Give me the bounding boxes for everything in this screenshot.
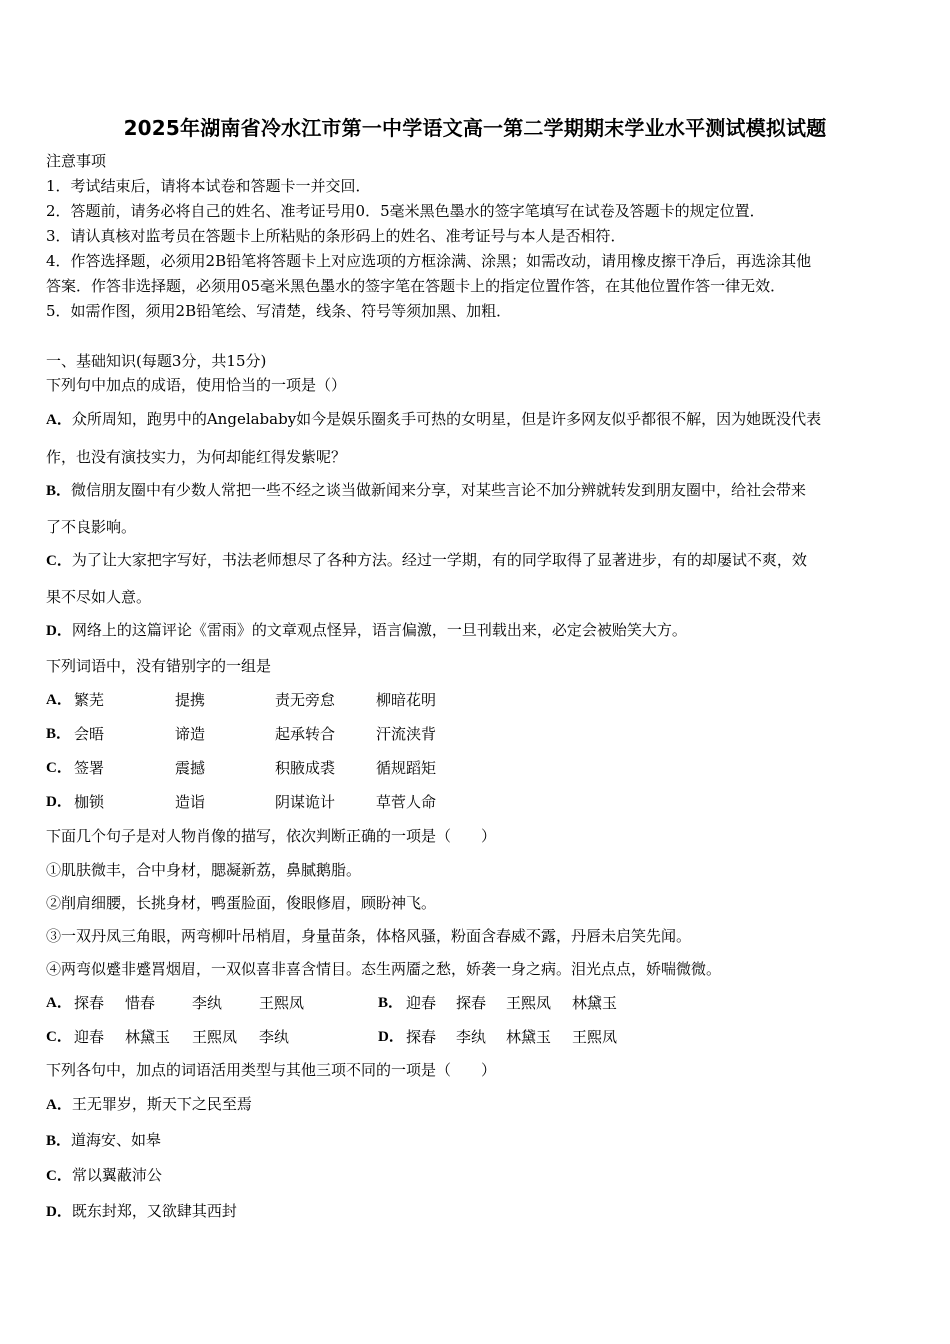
q2-row-a-word-3: 责无旁怠: [275, 691, 336, 709]
q2-row-c-word-1: 签署: [74, 759, 105, 777]
q3-option-a-name-2: 惜春: [125, 994, 156, 1012]
q4-option-c-label: C．: [46, 1168, 72, 1184]
q3-option-b-name-1: 迎春: [406, 994, 437, 1012]
q2-row-d-word-2: 造诣: [175, 793, 206, 811]
q2-row-a-word-2: 提携: [175, 691, 206, 709]
q4-option-c-text: 常以翼蔽沛公: [71, 1166, 162, 1184]
q1-option-b-label: B．: [46, 483, 72, 499]
q1-option-d: [46, 620, 687, 641]
q1-option-b: [46, 480, 806, 501]
q4-option-d: [46, 1201, 237, 1222]
q3-option-b-name-3: 王熙凤: [506, 994, 552, 1012]
notice-item-1: 1．考试结束后，请将本试卷和答题卡一并交回．: [46, 177, 371, 195]
section-heading: 一、基础知识(每题3分，共15分): [46, 352, 267, 370]
q4-option-d-text: 既东封郑，又欲肆其西封: [71, 1202, 237, 1220]
q3-option-c-name-3: 王熙凤: [192, 1028, 238, 1046]
q2-row-a-label: A．: [46, 692, 72, 708]
q2-row-b-word-2: 谛造: [175, 725, 206, 743]
q2-row-a-word-4: 柳暗花明: [376, 691, 437, 709]
q3-option-d-name-2: 李纨: [456, 1028, 487, 1046]
q1-option-a-cont: 作，也没有演技实力，为何却能红得发紫呢？: [46, 448, 347, 466]
q4-option-b: [46, 1130, 161, 1151]
q3-option-a-label: A．: [46, 995, 72, 1011]
q2-row-c-word-2: 震撼: [175, 759, 206, 777]
q1-option-a: [46, 409, 821, 430]
notice-item-2: 2．答题前，请务必将自己的姓名、准考证号用0．5毫米黑色墨水的签字笔填写在试卷及答题卡的规定位置．: [46, 202, 765, 220]
q1-stem: 下列句中加点的成语，使用恰当的一项是（）: [46, 376, 347, 394]
q4-option-b-label: B．: [46, 1133, 72, 1149]
q4-option-a: [46, 1094, 252, 1115]
q1-option-c-text: 为了让大家把字写好，书法老师想尽了各种方法。经过一学期，有的同学取得了显著进步，有的却屡试不爽，效: [71, 551, 807, 569]
q1-option-b-text: 微信朋友圈中有少数人常把一些不经之谈当做新闻来分享，对某些言论不加分辨就转发到朋友圈中，给社会带来: [71, 481, 807, 499]
q1-option-a-text: 众所周知，跑男中的Angelababy如今是娱乐圈炙手可热的女明星，但是许多网友似乎都很不解，因为她既没代表: [71, 410, 822, 428]
notice-item-5: 5．如需作图，须用2B铅笔绘、写清楚，线条、符号等须加黑、加粗．: [46, 302, 512, 320]
q4-option-a-label: A．: [46, 1097, 72, 1113]
q3-option-c-name-2: 林黛玉: [125, 1028, 171, 1046]
q2-row-d-word-3: 阴谋诡计: [275, 793, 336, 811]
q3-option-a-name-3: 李纨: [192, 994, 223, 1012]
q1-option-c-label: C．: [46, 553, 72, 569]
q1-option-d-label: D．: [46, 623, 72, 639]
notice-item-3: 3．请认真核对监考员在答题卡上所粘贴的条形码上的姓名、准考证号与本人是否相符．: [46, 227, 626, 245]
notice-item-4-cont: 答案．作答非选择题，必须用05毫米黑色墨水的签字笔在答题卡上的指定位置作答，在其他位置作答一律无效．: [46, 277, 786, 295]
q2-row-b-word-1: 会晤: [74, 725, 105, 743]
q3-sentence-1: ①肌肤微丰，合中身材，腮凝新荔，鼻腻鹅脂。: [46, 861, 362, 879]
q2-row-c-word-3: 积腋成裘: [275, 759, 336, 777]
q3-option-b-label: B．: [378, 995, 404, 1011]
q1-option-d-text: 网络上的这篇评论《雷雨》的文章观点怪异，语言偏激，一旦刊载出来，必定会被贻笑大方。: [71, 621, 687, 639]
q2-row-d-label: D．: [46, 794, 72, 810]
q2-row-b-word-4: 汗流浃背: [376, 725, 437, 743]
q1-option-b-cont: 了不良影响。: [46, 518, 137, 536]
q2-row-c-word-4: 循规蹈矩: [376, 759, 437, 777]
q3-option-c-name-4: 李纨: [259, 1028, 290, 1046]
notice-heading: 注意事项: [46, 152, 107, 170]
page-title: 2025年湖南省冷水江市第一中学语文高一第二学期期末学业水平测试模拟试题: [123, 116, 827, 140]
q4-option-d-label: D．: [46, 1204, 72, 1220]
q3-option-c-name-1: 迎春: [74, 1028, 105, 1046]
q3-option-d-label: D．: [378, 1029, 404, 1045]
q2-stem: 下列词语中，没有错别字的一组是: [46, 657, 272, 675]
q2-row-d-word-4: 草菅人命: [376, 793, 437, 811]
q3-option-d-name-1: 探春: [406, 1028, 437, 1046]
notice-item-4: 4．作答选择题，必须用2B铅笔将答题卡上对应选项的方框涂满、涂黑；如需改动，请用橡皮擦干净后，再选涂其他: [46, 252, 812, 270]
q3-option-a-name-4: 王熙凤: [259, 994, 305, 1012]
q3-option-a-name-1: 探春: [74, 994, 105, 1012]
q1-option-c-cont: 果不尽如人意。: [46, 588, 152, 606]
q2-row-b-label: B．: [46, 726, 72, 742]
q3-sentence-2: ②削肩细腰，长挑身材，鸭蛋脸面，俊眼修眉，顾盼神飞。: [46, 894, 437, 912]
q2-row-d-word-1: 枷锁: [74, 793, 105, 811]
q3-option-d-name-3: 林黛玉: [506, 1028, 552, 1046]
q4-stem: 下列各句中，加点的词语活用类型与其他三项不同的一项是（ ）: [46, 1061, 497, 1079]
q3-stem: 下面几个句子是对人物肖像的描写，依次判断正确的一项是（ ）: [46, 827, 497, 845]
q3-option-d-name-4: 王熙凤: [572, 1028, 618, 1046]
q3-option-c-label: C．: [46, 1029, 72, 1045]
q4-option-c: [46, 1165, 162, 1186]
q2-row-a-word-1: 繁芜: [74, 691, 105, 709]
q2-row-c-label: C．: [46, 760, 72, 776]
q3-sentence-4: ④两弯似蹙非蹙罥烟眉，一双似喜非喜含情目。态生两靥之愁，娇袭一身之病。泪光点点，娇喘微微。: [46, 960, 722, 978]
q3-sentence-3: ③一双丹凤三角眼，两弯柳叶吊梢眉，身量苗条，体格风骚，粉面含春威不露，丹唇未启笑先闻。: [46, 927, 692, 945]
q3-option-b-name-4: 林黛玉: [572, 994, 618, 1012]
q1-option-c: [46, 550, 807, 571]
q4-option-a-text: 王无罪岁，斯天下之民至焉: [71, 1095, 252, 1113]
q1-option-a-label: A．: [46, 412, 72, 428]
q2-row-b-word-3: 起承转合: [275, 725, 336, 743]
q3-option-b-name-2: 探春: [456, 994, 487, 1012]
q4-option-b-text: 道海安、如皋: [71, 1131, 162, 1149]
